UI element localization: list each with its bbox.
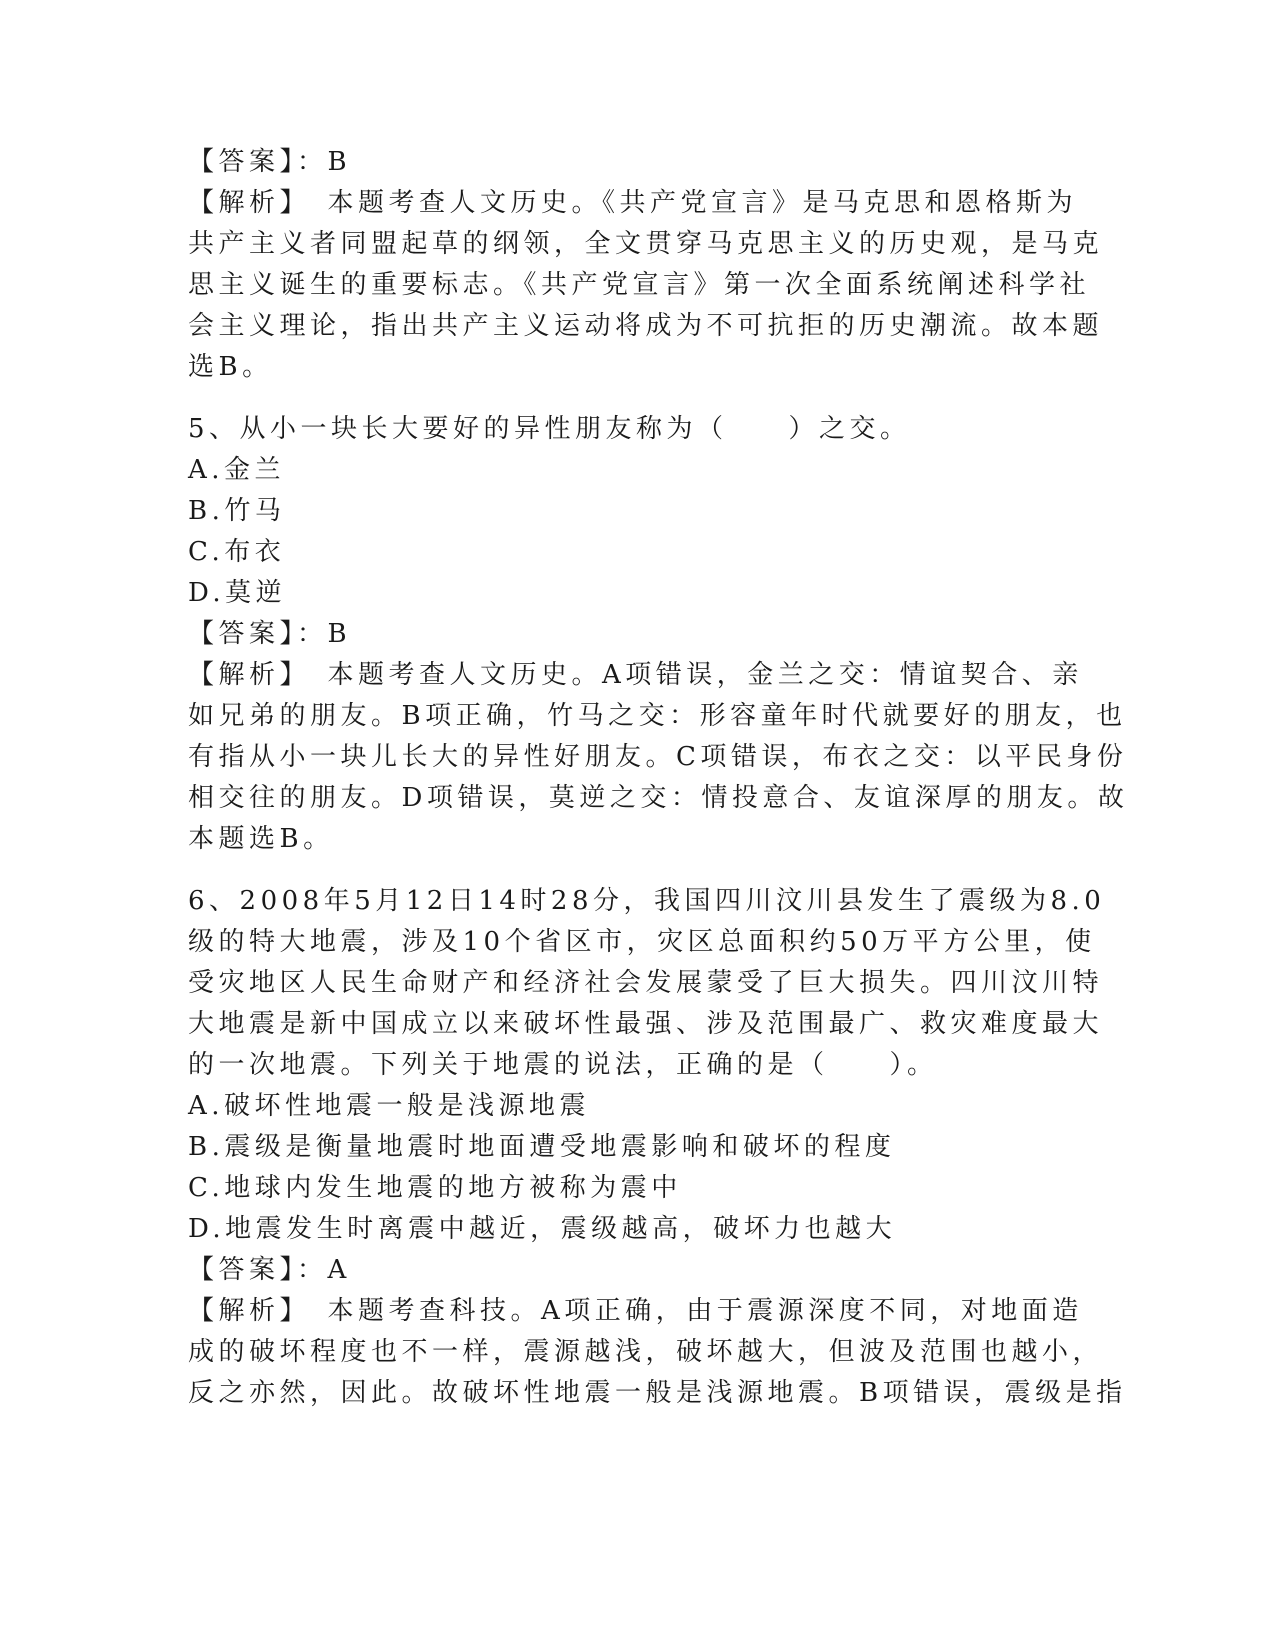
q6-option-a: A.破坏性地震一般是浅源地震 <box>188 1091 591 1121</box>
question-6-line-2: 级的特大地震，涉及10个省区市，灾区总面积约50万平方公里，使 <box>188 927 1096 957</box>
analysis-q4-line-2: 共产主义者同盟起草的纲领，全文贯穿马克思主义的历史观，是马克 <box>188 229 1104 259</box>
analysis-q5-line-1: 【解析】 本题考查人文历史。A项错误，金兰之交：情谊契合、亲 <box>188 660 1083 690</box>
question-6-line-4: 大地震是新中国成立以来破坏性最强、涉及范围最广、救灾难度最大 <box>188 1009 1104 1039</box>
q5-option-b: B.竹马 <box>188 496 286 526</box>
q6-option-b: B.震级是衡量地震时地面遭受地震影响和破坏的程度 <box>188 1132 896 1162</box>
q6-option-c: C.地球内发生地震的地方被称为震中 <box>188 1173 682 1203</box>
question-6-line-3: 受灾地区人民生命财产和经济社会发展蒙受了巨大损失。四川汶川特 <box>188 968 1104 998</box>
analysis-q5-line-5: 本题选B。 <box>188 824 334 854</box>
q5-option-d: D.莫逆 <box>188 578 287 608</box>
q6-option-d: D.地震发生时离震中越近，震级越高，破坏力也越大 <box>188 1214 897 1244</box>
analysis-q6-line-2: 成的破坏程度也不一样，震源越浅，破坏越大，但波及范围也越小， <box>188 1337 1104 1367</box>
answer-label-q4: 【答案】：B <box>188 147 352 177</box>
analysis-q4-line-5: 选B。 <box>188 352 273 382</box>
analysis-q4-line-4: 会主义理论，指出共产主义运动将成为不可抗拒的历史潮流。故本题 <box>188 311 1104 341</box>
analysis-q5-line-2: 如兄弟的朋友。B项正确，竹马之交：形容童年时代就要好的朋友，也 <box>188 701 1127 731</box>
question-6-line-1: 6、2008年5月12日14时28分，我国四川汶川县发生了震级为8.0 <box>188 886 1106 916</box>
q5-option-a: A.金兰 <box>188 455 286 485</box>
analysis-q6-line-1: 【解析】 本题考查科技。A项正确，由于震源深度不同，对地面造 <box>188 1296 1083 1326</box>
analysis-q4-line-1: 【解析】 本题考查人文历史。《共产党宣言》是马克思和恩格斯为 <box>188 188 1078 218</box>
question-6-line-5: 的一次地震。下列关于地震的说法，正确的是（ ）。 <box>188 1050 938 1080</box>
analysis-q5-line-3: 有指从小一块儿长大的异性好朋友。C项错误，布衣之交：以平民身份 <box>188 742 1128 772</box>
analysis-q5-line-4: 相交往的朋友。D项错误，莫逆之交：情投意合、友谊深厚的朋友。故 <box>188 783 1129 813</box>
answer-label-q6: 【答案】：A <box>188 1255 351 1285</box>
analysis-q4-line-3: 思主义诞生的重要标志。《共产党宣言》第一次全面系统阐述科学社 <box>188 270 1091 300</box>
analysis-q6-line-3: 反之亦然，因此。故破坏性地震一般是浅源地震。B项错误，震级是指 <box>188 1378 1127 1408</box>
question-5: 5、从小一块长大要好的异性朋友称为（ ）之交。 <box>188 414 911 444</box>
answer-label-q5: 【答案】：B <box>188 619 352 649</box>
q5-option-c: C.布衣 <box>188 537 286 567</box>
